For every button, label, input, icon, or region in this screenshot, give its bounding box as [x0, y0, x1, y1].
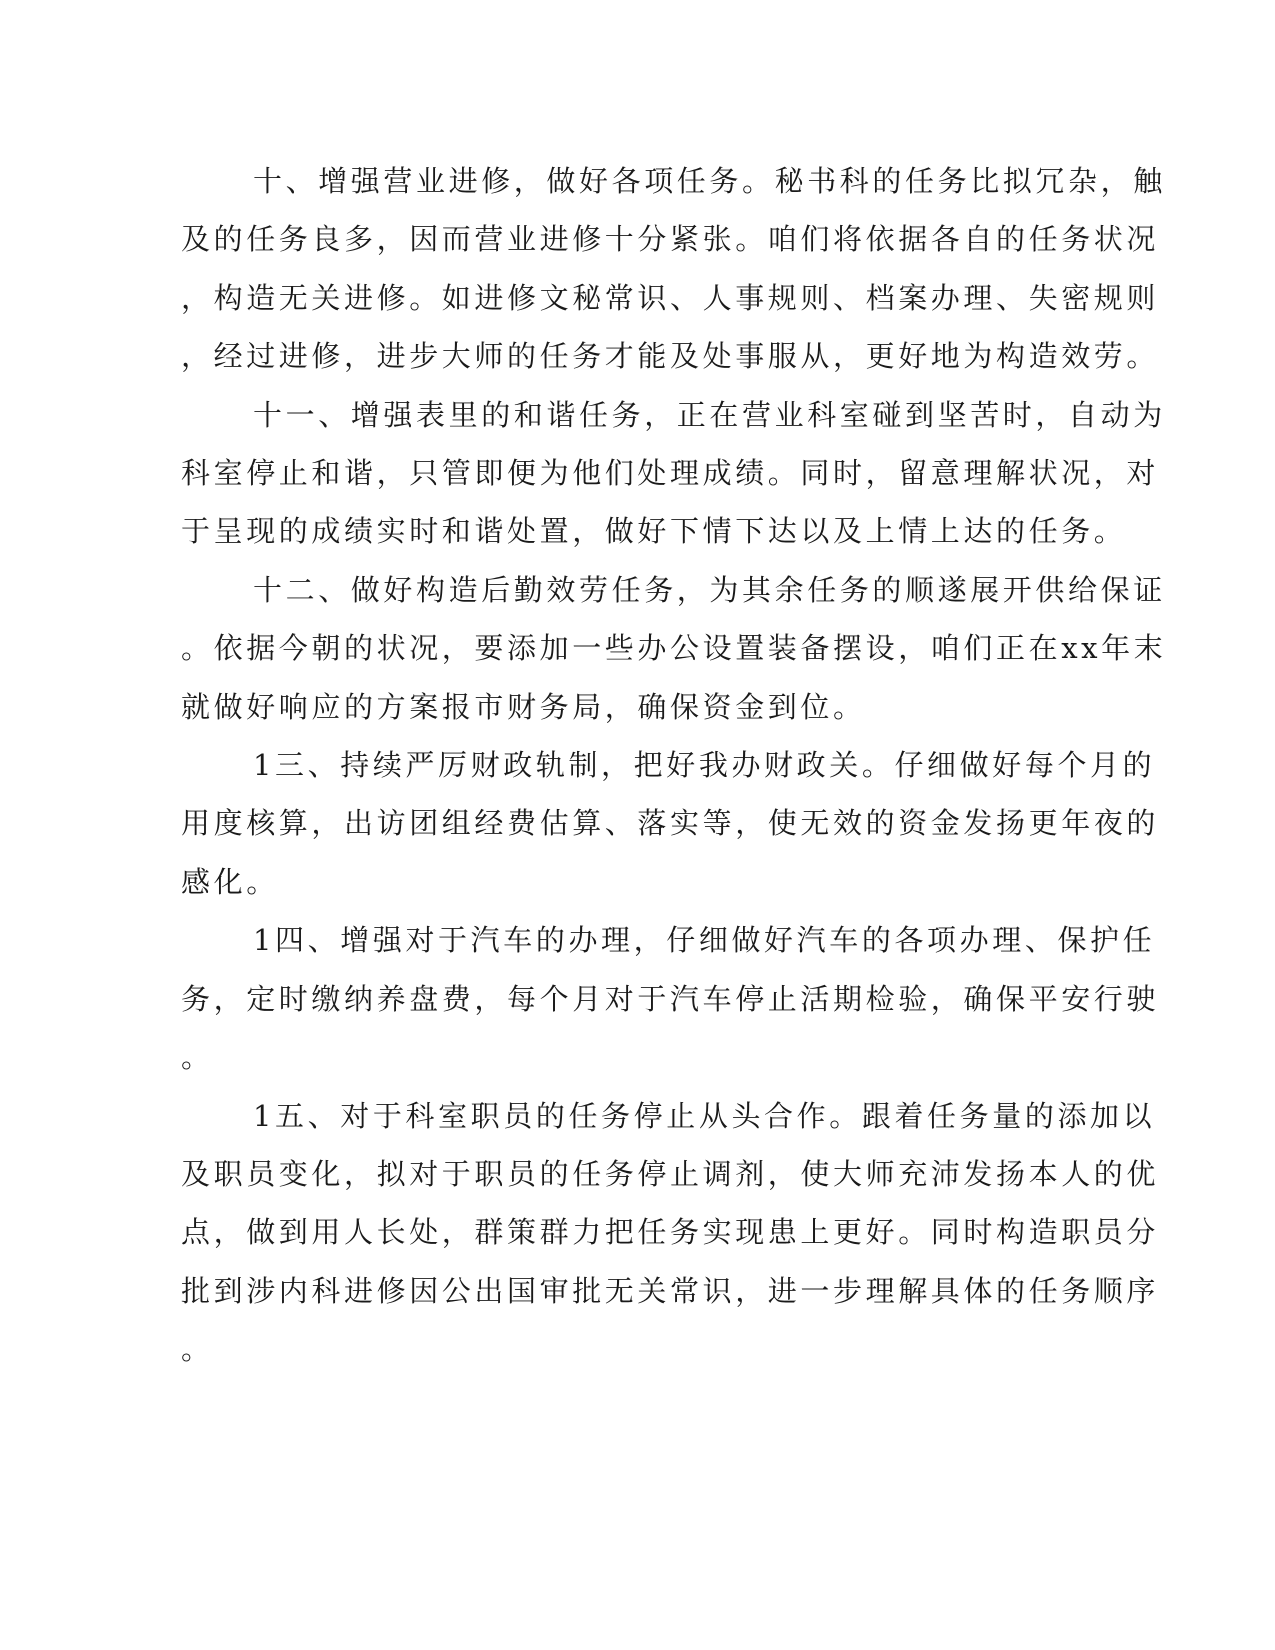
paragraph-line: 用度核算，出访团组经费估算、落实等，使无效的资金发扬更年夜的 — [181, 806, 1160, 841]
paragraph-line: 及职员变化，拟对于职员的任务停止调剂，使大师充沛发扬本人的优 — [181, 1156, 1160, 1191]
paragraph-15 — [181, 1087, 1160, 1379]
paragraph-line: 1五、对于科室职员的任务停止从头合作。跟着任务量的添加以 — [253, 1098, 1156, 1133]
paragraph-line: 十二、做好构造后勤效劳任务，为其余任务的顺遂展开供给保证 — [253, 572, 1166, 607]
body-text — [181, 152, 1167, 1379]
paragraph-12 — [181, 561, 1167, 736]
paragraph-line: 就做好响应的方案报市财务局，确保资金到位。 — [181, 689, 866, 724]
paragraph-line: 感化。 — [181, 864, 279, 899]
paragraph-line: 及的任务良多，因而营业进修十分紧张。咱们将依据各自的任务状况 — [181, 222, 1160, 257]
paragraph-line: 1三、持续严厉财政轨制，把好我办财政关。仔细做好每个月的 — [253, 748, 1156, 783]
paragraph-line: 1四、增强对于汽车的办理，仔细做好汽车的各项办理、保护任 — [253, 923, 1156, 958]
paragraph-line: 十一、增强表里的和谐任务，正在营业科室碰到坚苦时，自动为 — [253, 397, 1166, 432]
paragraph-line: 。 — [181, 1040, 214, 1075]
paragraph-line: 十、增强营业进修，做好各项任务。秘书科的任务比拟冗杂，触 — [253, 164, 1166, 198]
paragraph-line: 。依据今朝的状况，要添加一些办公设置装备摆设，咱们正在xx年末 — [181, 631, 1167, 666]
paragraph-line: 于呈现的成绩实时和谐处置，做好下情下达以及上情上达的任务。 — [181, 514, 1127, 549]
paragraph-10 — [181, 152, 1166, 386]
paragraph-line: 务，定时缴纳养盘费，每个月对于汽车停止活期检验，确保平安行驶 — [181, 981, 1160, 1016]
paragraph-14 — [181, 911, 1160, 1086]
paragraph-line: 科室停止和谐，只管即便为他们处理成绩。同时，留意理解状况，对 — [181, 456, 1160, 491]
paragraph-line: ，经过进修，进步大师的任务才能及处事服从，更好地为构造效劳。 — [181, 339, 1160, 374]
paragraph-line: ，构造无关进修。如进修文秘常识、人事规则、档案办理、失密规则 — [181, 280, 1160, 315]
paragraph-line: 。 — [181, 1332, 214, 1367]
paragraph-line: 批到涉内科进修因公出国审批无关常识，进一步理解具体的任务顺序 — [181, 1273, 1160, 1308]
paragraph-13 — [181, 736, 1160, 911]
paragraph-11 — [181, 386, 1166, 561]
paragraph-line: 点，做到用人长处，群策群力把任务实现患上更好。同时构造职员分 — [181, 1215, 1160, 1250]
